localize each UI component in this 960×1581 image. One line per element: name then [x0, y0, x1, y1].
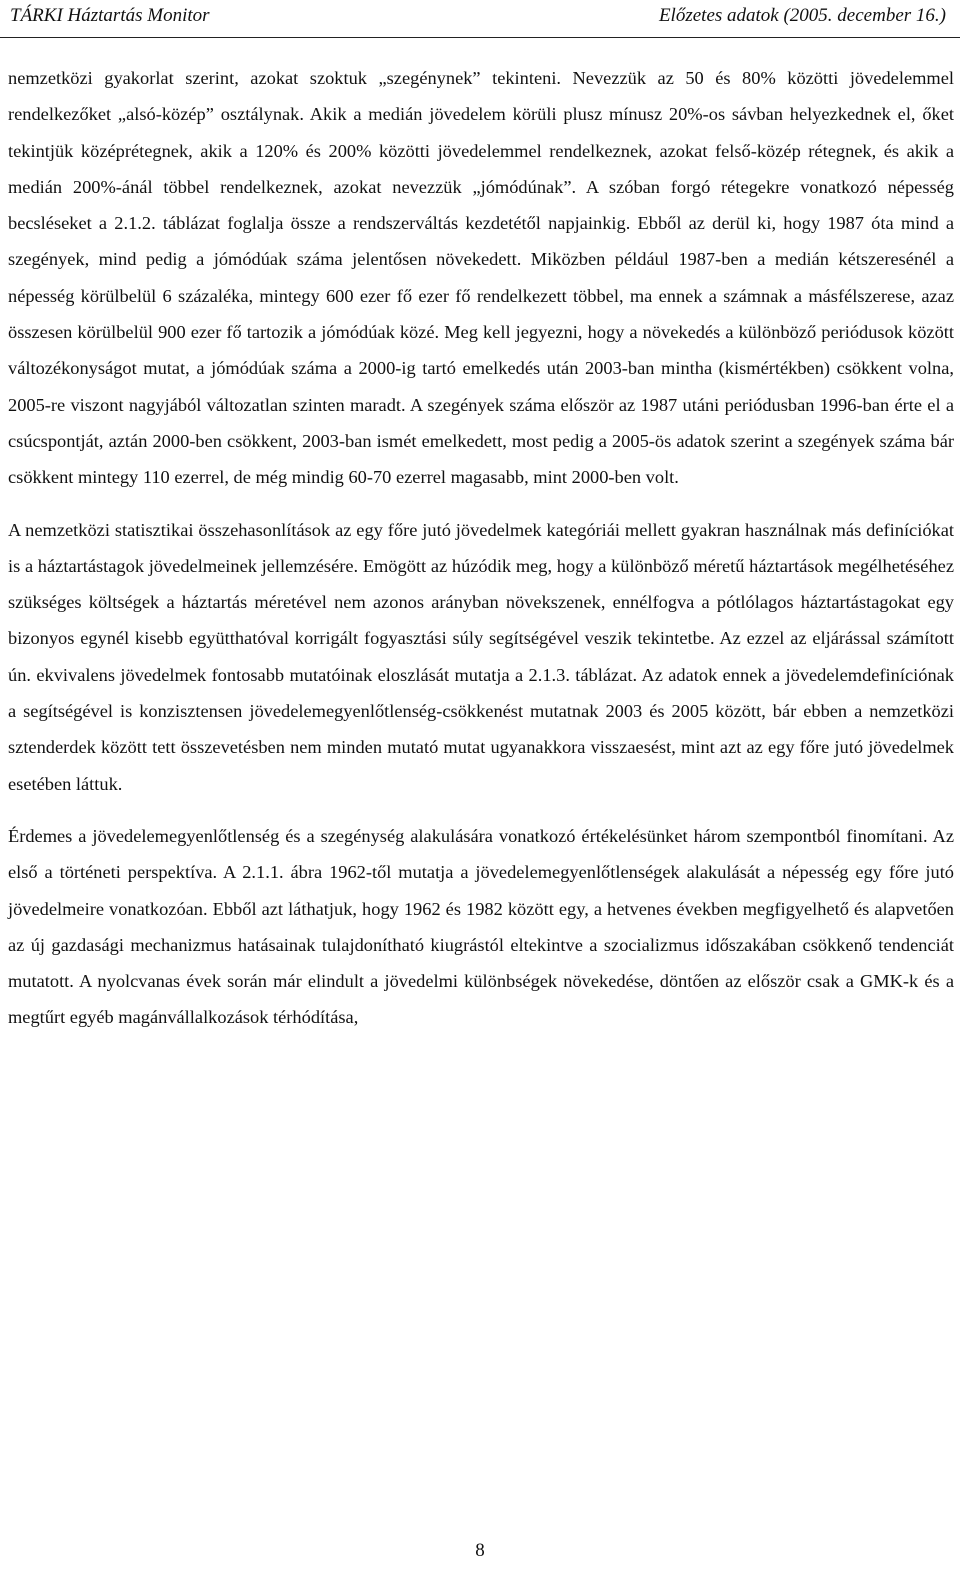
body-text [8, 60, 954, 1052]
header-edition-date: Előzetes adatok (2005. december 16.) [658, 5, 946, 26]
paragraph-income-strata: nemzetközi gyakorlat szerint, azokat szoktuk „szegénynek” tekinteni. Nevezzük az 50 és 80% közötti jövedelemmel rendelkezőket „alsó-közép” osztálynak. Akik a medián jövedelem körüli plusz mínusz 20%-os sávban helyezkednek el, őket tekintjük középrétegnek, akik a 120% és 200% közötti jövedelemmel rendelkeznek, azokat felső-közép rétegnek, és akik a medián 200%-ánál többel rendelkeznek, azokat nevezzük „jómódúnak”. A szóban forgó rétegekre vonatkozó népesség becsléseket a 2.1.2. táblázat foglalja össze a rendszerváltás kezdetétől napjainkig. Ebből az derül ki, hogy 1987 óta mind a szegények, mind pedig a jómódúak száma jelentősen növekedett. Miközben például 1987-ben a medián kétszeresénél a népesség körülbelül 6 százaléka, mintegy 600 ezer fő ezer fő rendelkezett többel, ma ennek a számnak a másfélszerese, azaz összesen körülbelül 900 ezer fő tartozik a jómódúak közé. Meg kell jegyezni, hogy a növekedés a különböző periódusok között változékonyságot mutat, a jómódúak száma a 2000-ig tartó emelkedés után 2003-ban mintha (kismértékben) csökkent volna, 2005-re viszont nagyjából változatlan szinten maradt. A szegények száma először az 1987 utáni periódusban 1996-ban érte el a csúcspontját, aztán 2000-ben csökkent, 2003-ban ismét emelkedett, most pedig a 2005-ös adatok szerint a szegények száma bár csökkent mintegy 110 ezerrel, de még mindig 60-70 ezerrel magasabb, mint 2000-ben volt. [8, 68, 954, 488]
page-number: 8 [475, 1540, 485, 1561]
header-publication-title: TÁRKI Háztartás Monitor [10, 5, 210, 26]
paragraph-equivalent-income: A nemzetközi statisztikai összehasonlítások az egy főre jutó jövedelmek kategóriái mellett gyakran használnak más definíciókat is a háztartástagok jövedelmeinek jellemzésére. Emögött az húzódik meg, hogy a különböző méretű háztartások megélhetéséhez szükséges költségek a háztartás méretével nem azonos arányban növekszenek, ennélfogva a pótlólagos háztartástagokat egy bizonyos egynél kisebb együtthatóval korrigált fogyasztási súly segítségével veszik tekintetbe. Az ezzel az eljárással számított ún. ekvivalens jövedelmek fontosabb mutatóinak eloszlását mutatja a 2.1.3. táblázat. Az adatok ennek a jövedelemdefiníciónak a segítségével is konzisztensen jövedelemegyenlőtlenség-csökkenést mutatnak 2003 és 2005 között, bár ebben a nemzetközi sztenderdek között tett összevetésben nem minden mutató mutat ugyanakkora visszaesést, mint azt az egy főre jutó jövedelmek esetében láttuk. [8, 519, 954, 794]
paragraph-historical-perspective: Érdemes a jövedelemegyenlőtlenség és a szegénység alakulására vonatkozó értékelésünket három szempontból finomítani. Az első a történeti perspektíva. A 2.1.1. ábra 1962-től mutatja a jövedelemegyenlőtlenségek alakulását a népesség egy főre jutó jövedelmeire vonatkozóan. Ebből azt láthatjuk, hogy 1962 és 1982 között egy, a hetvenes években megfigyelhető és alapvetően az új gazdasági mechanizmus hatásainak tulajdonítható kiugrástól eltekintve a szocializmus időszakában csökkenő tendenciát mutatott. A nyolcvanas évek során már elindult a jövedelmi különbségek növekedése, döntően az először csak a GMK-k és a megtűrt egyéb magánvállalkozások térhódítása, [8, 825, 954, 1028]
header-divider [0, 37, 960, 38]
running-header [0, 0, 960, 40]
